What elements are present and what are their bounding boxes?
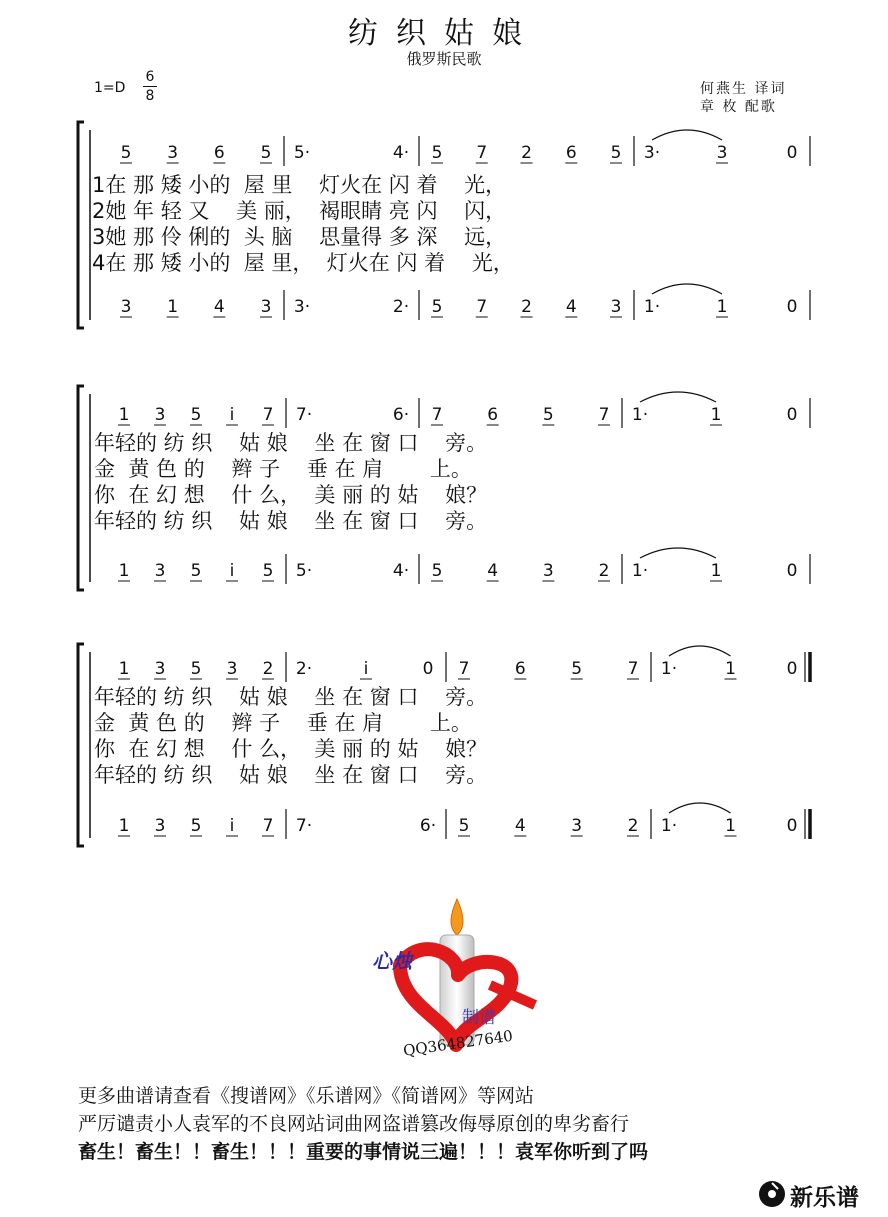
- note: 0: [786, 143, 798, 163]
- tie-arc: [669, 646, 731, 656]
- note: 4: [487, 561, 499, 581]
- note: 3: [154, 659, 166, 679]
- note: 1: [725, 816, 736, 836]
- tie-arc: [652, 130, 722, 140]
- lyric-line: 金 黄 色 的 辫 子 垂 在 肩 上。: [94, 457, 472, 481]
- note: 4: [565, 297, 577, 317]
- note: 7: [431, 405, 443, 425]
- note: 5: [431, 143, 443, 163]
- note: 7: [458, 659, 470, 679]
- note: 6: [487, 405, 499, 425]
- site-logo: 新乐谱: [790, 1185, 859, 1211]
- note: 5: [190, 816, 202, 836]
- watermark-made-label: 制谱: [462, 1008, 496, 1028]
- lyric-line: 年轻的 纺 织 姑 娘 坐 在 窗 口 旁。: [94, 431, 488, 455]
- note: 1·: [631, 561, 649, 581]
- note: 3: [226, 659, 238, 679]
- note: 7: [476, 297, 488, 317]
- note: 4: [514, 816, 526, 836]
- note: 3: [571, 816, 583, 836]
- meter-numerator: 6: [145, 69, 155, 85]
- note: 3: [716, 143, 728, 163]
- lyric-line: 年轻的 纺 织 姑 娘 坐 在 窗 口 旁。: [94, 763, 488, 787]
- note: 3: [120, 297, 132, 317]
- flame-icon: [451, 899, 463, 935]
- note: 2·: [295, 659, 313, 679]
- lyric-line: 年轻的 纺 织 姑 娘 坐 在 窗 口 旁。: [94, 509, 488, 533]
- lyric-line: 你 在 幻 想 什 么， 美 丽 的 姑 娘？: [94, 483, 488, 507]
- note: 2: [627, 816, 639, 836]
- note: 6: [514, 659, 526, 679]
- note: 1: [118, 659, 130, 679]
- note: 3: [610, 297, 622, 317]
- tie-arc: [640, 548, 716, 558]
- lyrics-block-3: [94, 684, 487, 788]
- note: 7: [262, 405, 274, 425]
- system-bracket: [78, 644, 84, 846]
- note: 1: [167, 297, 179, 317]
- note: 3: [154, 816, 166, 836]
- note: 3: [542, 561, 554, 581]
- note: 3·: [293, 297, 311, 317]
- tie-arc: [652, 284, 722, 294]
- note: 1: [710, 561, 722, 581]
- note: 7: [262, 816, 274, 836]
- note: 1: [118, 405, 130, 425]
- note: 1: [710, 405, 722, 425]
- note: 6·: [392, 405, 410, 425]
- lyrics-block-2: [94, 430, 487, 534]
- note: 4: [213, 297, 225, 317]
- lyric-line: 2她 年 轻 又 美 丽， 褐眼睛 亮 闪 闪，: [92, 199, 507, 223]
- note: 3: [260, 297, 272, 317]
- note: 4·: [392, 561, 410, 581]
- note: 2: [521, 297, 532, 317]
- key-signature: 1=D: [94, 80, 126, 96]
- note: 2·: [392, 297, 410, 317]
- watermark-brand: 心烛: [372, 949, 412, 973]
- note: 6·: [419, 816, 437, 836]
- note: 5: [458, 816, 470, 836]
- watermark-qq: QQ364827640: [402, 1026, 514, 1060]
- note: 4·: [392, 143, 410, 163]
- note: 0: [786, 405, 798, 425]
- note: 5·: [295, 561, 313, 581]
- note: 7·: [295, 816, 313, 836]
- note: 2: [262, 659, 274, 679]
- note: 1·: [660, 816, 678, 836]
- meter-denominator: 8: [143, 86, 157, 105]
- note: i: [363, 659, 369, 679]
- note: 1·: [631, 405, 649, 425]
- system-bracket: [78, 122, 84, 328]
- note: 5: [542, 405, 554, 425]
- note: 6: [565, 143, 577, 163]
- note: 5: [571, 659, 583, 679]
- lyricist-credit: 何燕生 译词: [700, 81, 787, 97]
- notice-line-3: 畜生！畜生！！畜生！！！重要的事情说三遍！！！袁军你听到了吗: [78, 1141, 649, 1163]
- note: 1: [725, 659, 736, 679]
- note: 0: [422, 659, 434, 679]
- note: 5: [610, 143, 622, 163]
- note: 0: [786, 561, 798, 581]
- note: 5: [120, 143, 132, 163]
- note: 5: [260, 143, 272, 163]
- note: 5: [190, 561, 202, 581]
- note: 6: [213, 143, 225, 163]
- lyric-line: 4在 那 矮 小的 屋 里， 灯火在 闪 着 光，: [92, 251, 514, 275]
- note: 5: [431, 561, 443, 581]
- note: 5: [190, 659, 202, 679]
- lyric-line: 1在 那 矮 小的 屋 里 灯火在 闪 着 光，: [92, 173, 507, 197]
- note: 1: [118, 561, 130, 581]
- note: 0: [786, 297, 798, 317]
- lyric-line: 金 黄 色 的 辫 子 垂 在 肩 上。: [94, 711, 472, 735]
- note: 7: [598, 405, 610, 425]
- note: 0: [786, 659, 798, 679]
- note: 7: [627, 659, 639, 679]
- note: 3: [154, 405, 166, 425]
- lyric-line: 年轻的 纺 织 姑 娘 坐 在 窗 口 旁。: [94, 685, 488, 709]
- note: 1·: [643, 297, 661, 317]
- note: 5: [262, 561, 274, 581]
- tie-arc: [640, 392, 716, 402]
- lyric-line: 你 在 幻 想 什 么， 美 丽 的 姑 娘？: [94, 737, 488, 761]
- arranger-credit: 章 枚 配歌: [700, 99, 777, 115]
- note: 0: [786, 816, 798, 836]
- note: 3·: [643, 143, 661, 163]
- note: 7: [476, 143, 488, 163]
- song-origin: 俄罗斯民歌: [406, 50, 482, 68]
- lyrics-block-1: [92, 172, 514, 276]
- record-logo-icon: [758, 1180, 786, 1208]
- note: 2: [598, 561, 610, 581]
- lyric-line: 3她 那 伶 俐的 头 脑 思量得 多 深 远，: [92, 225, 507, 249]
- notice-line-1: 更多曲谱请查看《搜谱网》《乐谱网》《简谱网》等网站: [78, 1085, 535, 1107]
- note: 2: [521, 143, 532, 163]
- note: 3: [154, 561, 166, 581]
- note: i: [229, 561, 235, 581]
- note: 5: [190, 405, 202, 425]
- note: 7·: [295, 405, 313, 425]
- note: 1: [118, 816, 130, 836]
- note: 3: [167, 143, 179, 163]
- note: i: [229, 816, 235, 836]
- note: 5·: [293, 143, 311, 163]
- notice-line-2: 严厉谴责小人袁军的不良网站词曲网盗谱篡改侮辱原创的卑劣畜行: [78, 1113, 630, 1135]
- note: 1: [716, 297, 728, 317]
- song-title: 纺织姑娘: [348, 16, 540, 51]
- system-bracket: [78, 386, 84, 590]
- note: i: [229, 405, 235, 425]
- note: 5: [431, 297, 443, 317]
- note: 1·: [660, 659, 678, 679]
- tie-arc: [669, 803, 731, 813]
